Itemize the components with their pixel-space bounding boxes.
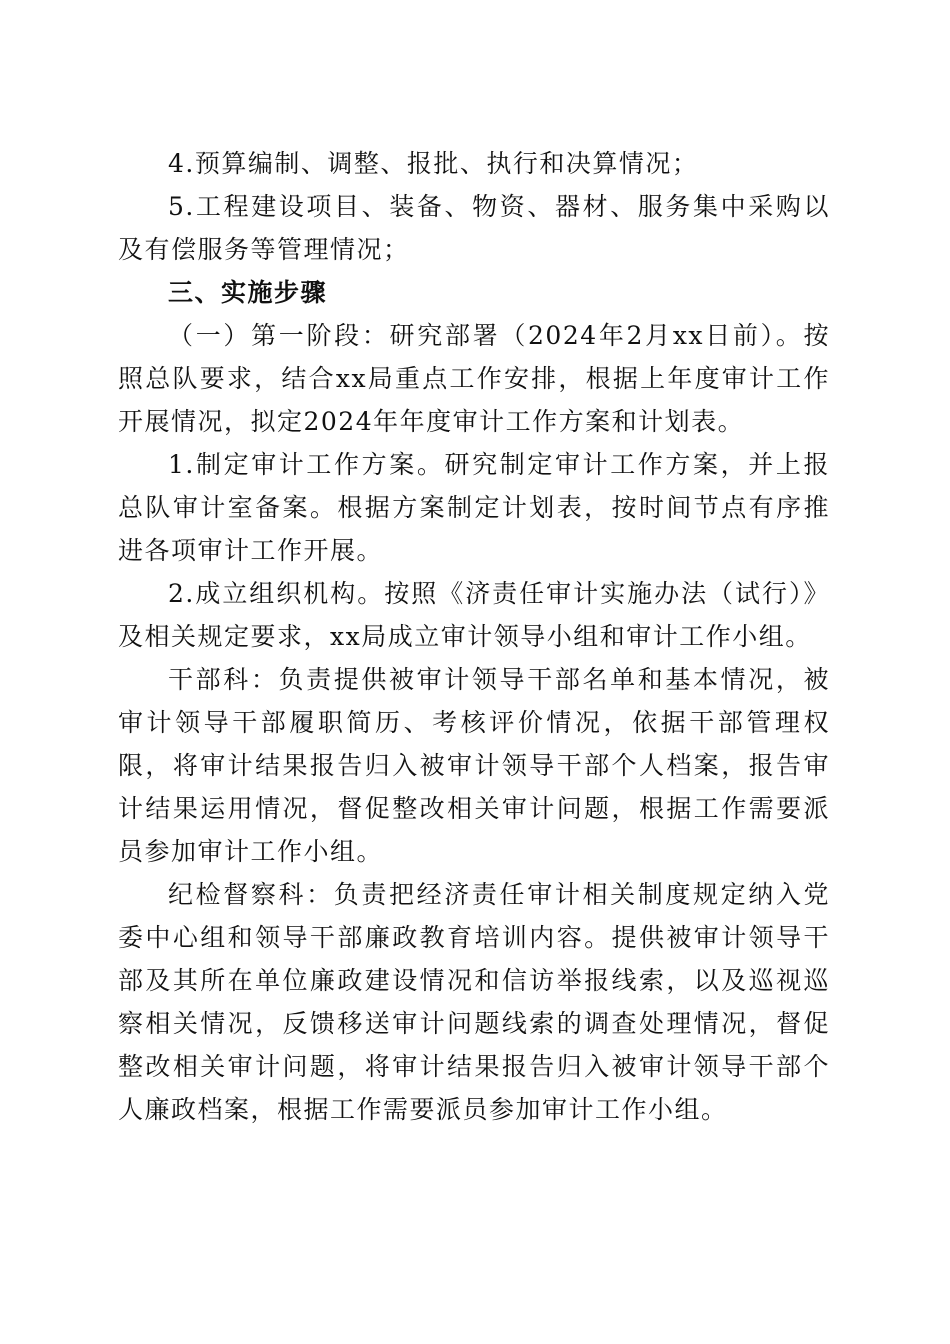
paragraph-audit-plan: 1.制定审计工作方案。研究制定审计工作方案，并上报总队审计室备案。根据方案制定计划表，按时间节点有序推进各项审计工作开展。 [118, 450, 830, 565]
document-body [118, 142, 830, 1131]
paragraph-budget: 4.预算编制、调整、报批、执行和决算情况； [168, 149, 699, 178]
paragraph-phase-one: （一）第一阶段：研究部署（2024年2月xx日前）。按照总队要求，结合xx局重点工作安排，根据上年度审计工作开展情况，拟定2024年年度审计工作方案和计划表。 [118, 321, 830, 436]
paragraph-cadre-section: 干部科：负责提供被审计领导干部名单和基本情况，被审计领导干部履职简历、考核评价情况，依据干部管理权限，将审计结果报告归入被审计领导干部个人档案，报告审计结果运用情况，督促整改相关审计问题，根据工作需要派员参加审计工作小组。 [118, 665, 830, 866]
paragraph-procurement: 5.工程建设项目、装备、物资、器材、服务集中采购以及有偿服务等管理情况； [118, 192, 830, 264]
section-heading-implementation-steps: 三、实施步骤 [168, 278, 328, 307]
paragraph-organization: 2.成立组织机构。按照《济责任审计实施办法（试行）》及相关规定要求，xx局成立审计领导小组和审计工作小组。 [118, 579, 830, 651]
paragraph-discipline-section: 纪检督察科：负责把经济责任审计相关制度规定纳入党委中心组和领导干部廉政教育培训内容。提供被审计领导干部及其所在单位廉政建设情况和信访举报线索，以及巡视巡察相关情况，反馈移送审计问题线索的调查处理情况，督促整改相关审计问题，将审计结果报告归入被审计领导干部个人廉政档案，根据工作需要派员参加审计工作小组。 [118, 880, 830, 1124]
